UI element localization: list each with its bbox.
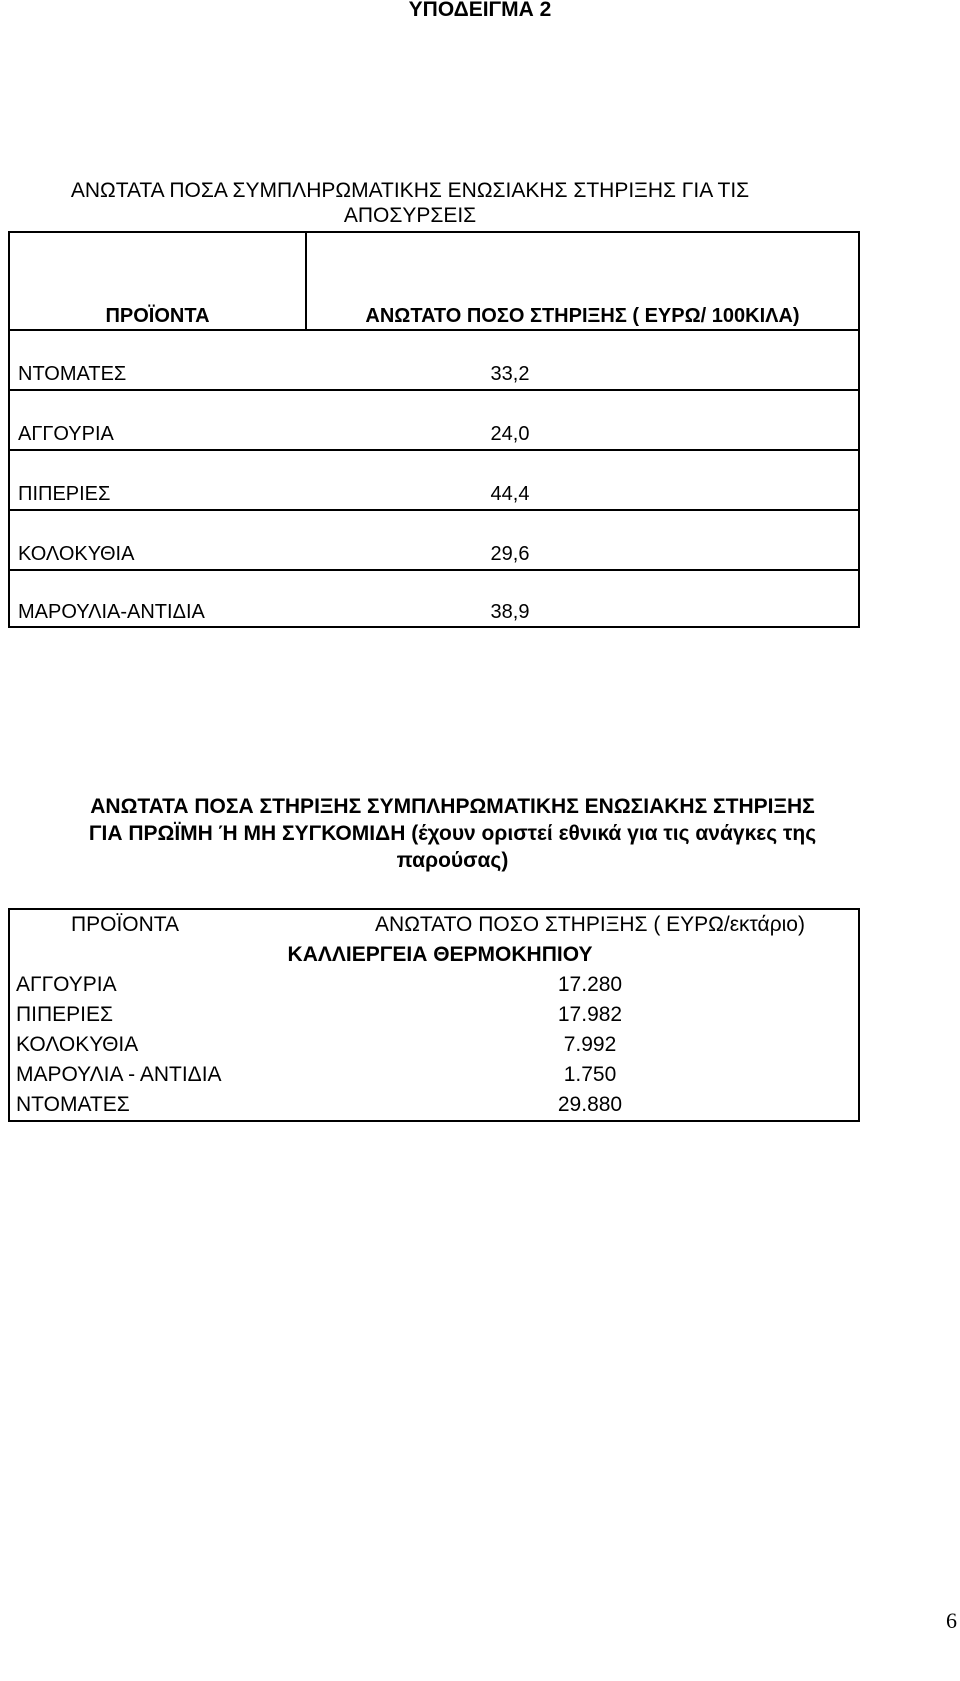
table1-row-amount: 38,9 [490,601,530,623]
table2-row [10,1060,858,1090]
table1-row-product: ΝΤΟΜΑΤΕΣ [18,363,127,385]
document-title: ΥΠΟΔΕΙΓΜΑ 2 [408,0,552,21]
table2-row [10,1030,858,1060]
table2-row-product: ΑΓΓΟΥΡΙΑ [16,973,117,996]
table1-row-divider [10,509,858,511]
table2-subheader-label: ΚΑΛΛΙΕΡΓΕΙΑ ΘΕΡΜΟΚΗΠΙΟΥ [287,943,593,966]
table1-heading-line1: ΑΝΩΤΑΤΑ ΠΟΣΑ ΣΥΜΠΛΗΡΩΜΑΤΙΚΗΣ ΕΝΩΣΙΑΚΗΣ ΣΤΗΡΙΞΗΣ ΓΙΑ ΤΙΣ [70,179,750,202]
table2-row-product: ΚΟΛΟΚΥΘΙΑ [16,1033,139,1056]
table2-row-amount: 1.750 [563,1063,617,1086]
table1-row-amount: 33,2 [490,363,530,385]
table1-row-product: ΠΙΠΕΡΙΕΣ [18,483,111,505]
table2-row-product: ΜΑΡΟΥΛΙΑ - ΑΝΤΙΔΙΑ [16,1063,222,1086]
table2-col-product: ΠΡΟΪΟΝΤΑ [70,913,180,936]
table1-row-amount: 29,6 [490,543,530,565]
early-harvest-table [8,908,860,1122]
table2-row [10,1000,858,1030]
table2-header-row [10,910,858,940]
table2-col-amount: ΑΝΩΤΑΤΟ ΠΟΣΟ ΣΤΗΡΙΞΗΣ ( ΕΥΡΩ/εκτάριο) [375,913,805,936]
table1-heading [40,178,780,228]
table1-row-divider [10,329,858,331]
table2-row-amount: 17.982 [557,1003,623,1026]
table1-row-amount: 24,0 [490,423,530,445]
table2-heading-line1: ΑΝΩΤΑΤΑ ΠΟΣΑ ΣΤΗΡΙΞΗΣ ΣΥΜΠΛΗΡΩΜΑΤΙΚΗΣ ΕΝΩΣΙΑΚΗΣ ΣΤΗΡΙΞΗΣ [90,795,815,818]
table2-row [10,970,858,1000]
table1-heading-line2: ΑΠΟΣΥΡΣΕΙΣ [343,204,477,227]
table1-row-product: ΚΟΛΟΚΥΘΙΑ [18,543,135,565]
table1-row-amount: 44,4 [490,483,530,505]
page-number: 6 [946,1608,957,1633]
table2-heading-line3: παρούσας) [396,849,509,872]
table1-row-product: ΑΓΓΟΥΡΙΑ [18,423,114,445]
table2-row-amount: 7.992 [563,1033,617,1056]
table2-row-amount: 17.280 [557,973,623,996]
table1-row-divider [10,569,858,571]
table1-col-product: ΠΡΟΪΟΝΤΑ [105,305,210,327]
table2-subheader [10,940,858,970]
table2-row-product: ΝΤΟΜΑΤΕΣ [16,1093,130,1116]
table1-row-product: ΜΑΡΟΥΛΙΑ-ΑΝΤΙΔΙΑ [18,601,205,623]
table2-row [10,1090,858,1120]
table1-row-divider [10,449,858,451]
table2-heading [40,793,865,874]
table2-heading-line2: ΓΙΑ ΠΡΩΪΜΗ Ή ΜΗ ΣΥΓΚΟΜΙΔΗ (έχουν οριστεί εθνικά για τις ανάγκες της [88,822,817,845]
table2-row-product: ΠΙΠΕΡΙΕΣ [16,1003,114,1026]
table1-col-amount: ΑΝΩΤΑΤΟ ΠΟΣΟ ΣΤΗΡΙΞΗΣ ( ΕΥΡΩ/ 100ΚΙΛΑ) [365,305,800,327]
withdrawals-table [8,231,860,628]
table2-row-amount: 29.880 [557,1093,623,1116]
table1-row-divider [10,389,858,391]
